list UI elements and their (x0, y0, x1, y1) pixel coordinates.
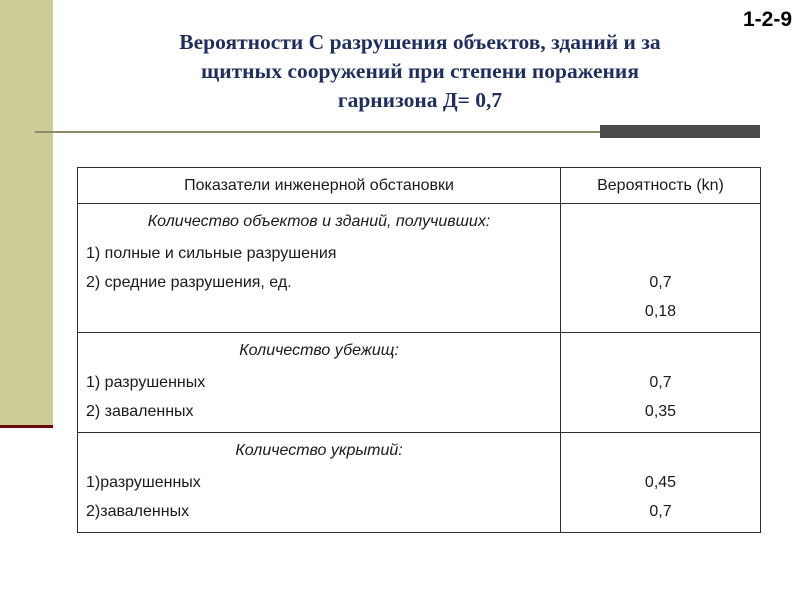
item-value: 0,35 (644, 403, 677, 420)
title-line: Вероятности С разрушения объектов, зданий и за (179, 30, 661, 54)
probability-cell (561, 333, 761, 433)
group-title: Количество укрытий: (235, 442, 403, 459)
table-header-row (78, 168, 761, 204)
table-row (78, 433, 761, 533)
title-line: щитных сооружений при степени поражения (201, 59, 639, 83)
probability-table (77, 167, 761, 533)
table-row (78, 333, 761, 433)
indicator-cell (78, 433, 561, 533)
item-label: 2)заваленных (86, 503, 190, 520)
group-title: Количество объектов и зданий, получивших: (147, 213, 491, 230)
item-label: 1) разрушенных (86, 374, 206, 391)
title-line: гарнизона Д= 0,7 (337, 88, 503, 112)
sidebar-band (0, 0, 53, 425)
title-divider (35, 131, 600, 133)
slide-number: 1-2-9 (742, 8, 792, 31)
column-header-probability: Вероятность (kn) (561, 168, 761, 204)
probability-cell (561, 433, 761, 533)
item-label: 2) средние разрушения, ед. (86, 274, 292, 291)
table-row (78, 204, 761, 333)
item-value: 0,7 (649, 503, 672, 520)
item-value: 0,45 (644, 474, 677, 491)
item-value: 0,7 (649, 374, 672, 391)
indicator-cell (78, 333, 561, 433)
title-divider-accent (600, 125, 760, 138)
item-value: 0,18 (644, 303, 677, 320)
indicator-cell (78, 204, 561, 333)
group-title: Количество убежищ: (239, 342, 399, 359)
item-label: 1) полные и сильные разрушения (86, 245, 337, 262)
sidebar-accent-line (0, 425, 53, 428)
column-header-indicators: Показатели инженерной обстановки (78, 168, 561, 204)
probability-cell (561, 204, 761, 333)
item-value: 0,7 (649, 274, 672, 291)
page-title (110, 28, 730, 115)
item-label: 2) заваленных (86, 403, 194, 420)
item-label: 1)разрушенных (86, 474, 201, 491)
